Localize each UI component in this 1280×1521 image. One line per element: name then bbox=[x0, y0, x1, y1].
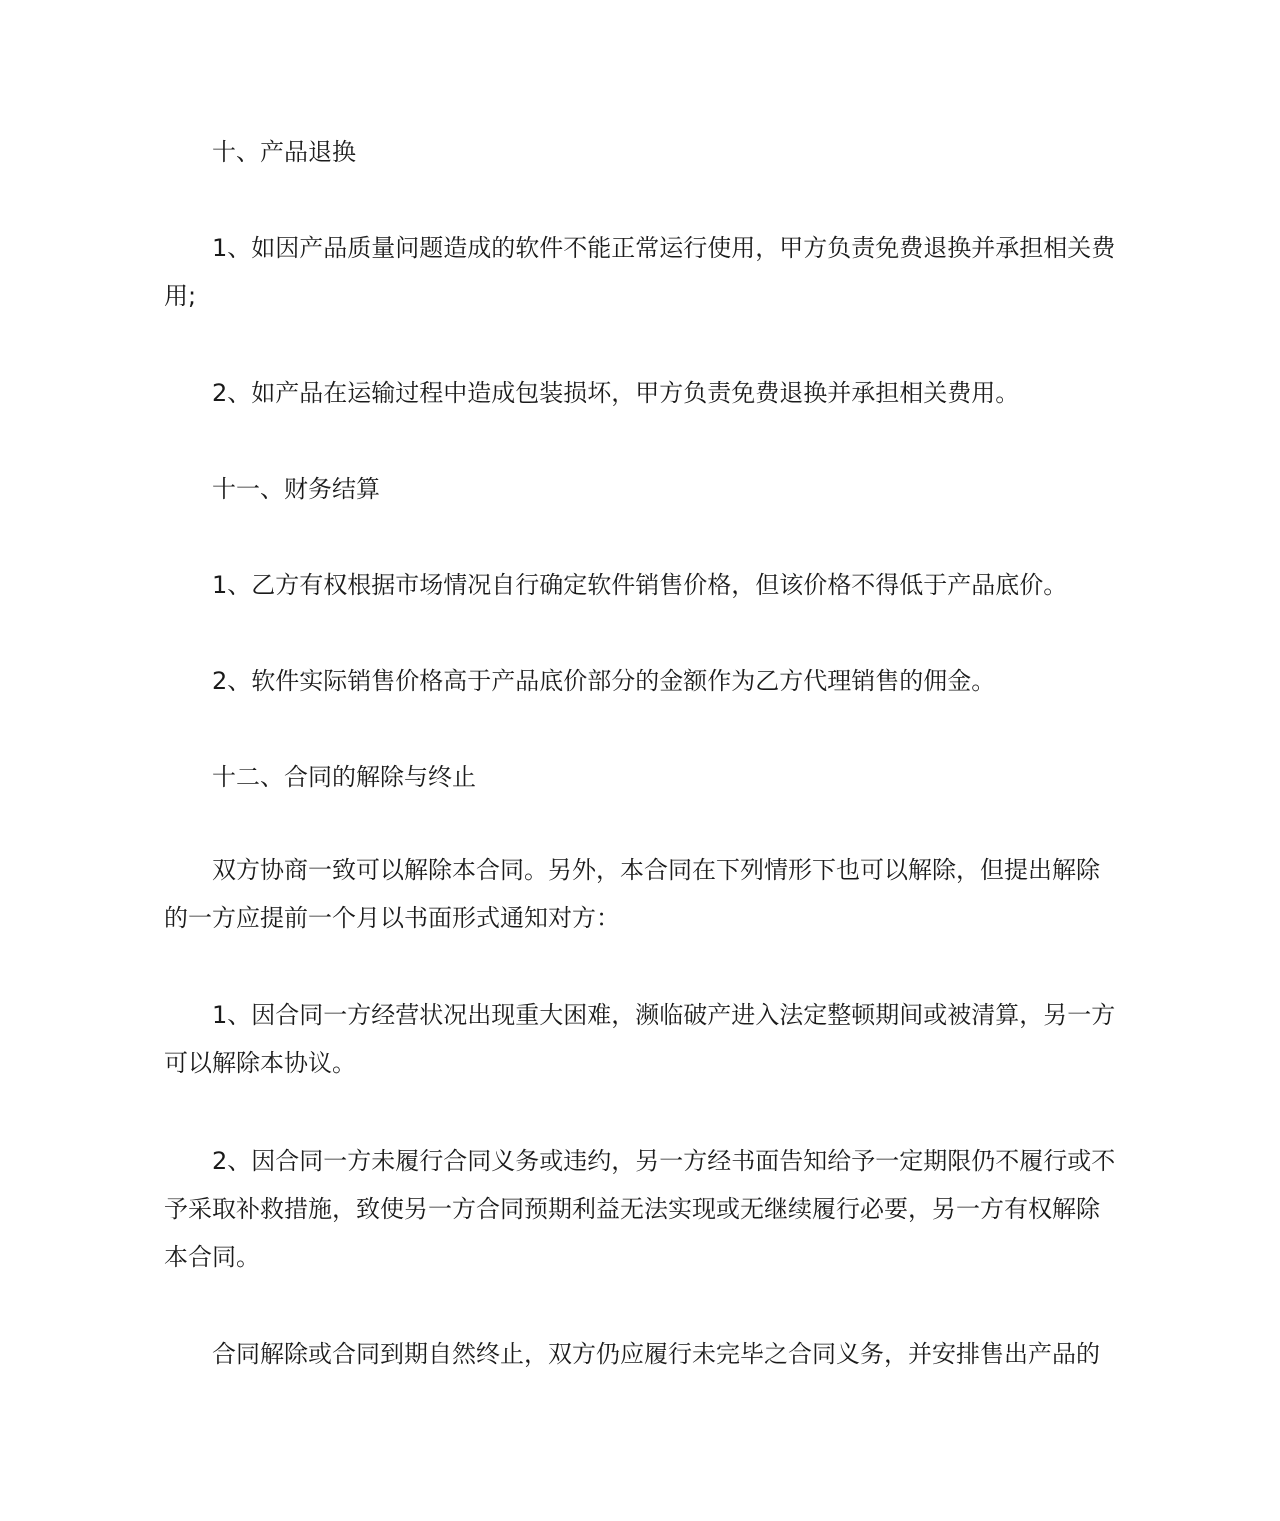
paragraph-termination-bankruptcy: 1、因合同一方经营状况出现重大困难，濒临破产进入法定整顿期间或被清算，另一方可以解除本协议。 bbox=[164, 1001, 1116, 1077]
section-heading-product-return: 十、产品退换 bbox=[212, 138, 356, 166]
paragraph-commission: 2、软件实际销售价格高于产品底价部分的金额作为乙方代理销售的佣金。 bbox=[212, 667, 996, 695]
paragraph-termination-intro: 双方协商一致可以解除本合同。另外，本合同在下列情形下也可以解除，但提出解除的一方应提前一个月以书面形式通知对方： bbox=[164, 856, 1100, 932]
section-heading-financial-settlement: 十一、财务结算 bbox=[212, 475, 380, 503]
paragraph-termination-obligations: 合同解除或合同到期自然终止，双方仍应履行未完毕之合同义务，并安排售出产品的 bbox=[212, 1340, 1100, 1368]
paragraph-return-quality: 1、如因产品质量问题造成的软件不能正常运行使用，甲方负责免费退换并承担相关费用; bbox=[164, 234, 1116, 310]
paragraph-return-transport: 2、如产品在运输过程中造成包装损坏，甲方负责免费退换并承担相关费用。 bbox=[212, 379, 1020, 407]
paragraph-termination-breach: 2、因合同一方未履行合同义务或违约，另一方经书面告知给予一定期限仍不履行或不予采取补救措施，致使另一方合同预期利益无法实现或无继续履行必要，另一方有权解除本合同。 bbox=[164, 1147, 1116, 1271]
section-heading-termination: 十二、合同的解除与终止 bbox=[212, 763, 476, 791]
paragraph-sales-price: 1、乙方有权根据市场情况自行确定软件销售价格，但该价格不得低于产品底价。 bbox=[212, 571, 1068, 599]
